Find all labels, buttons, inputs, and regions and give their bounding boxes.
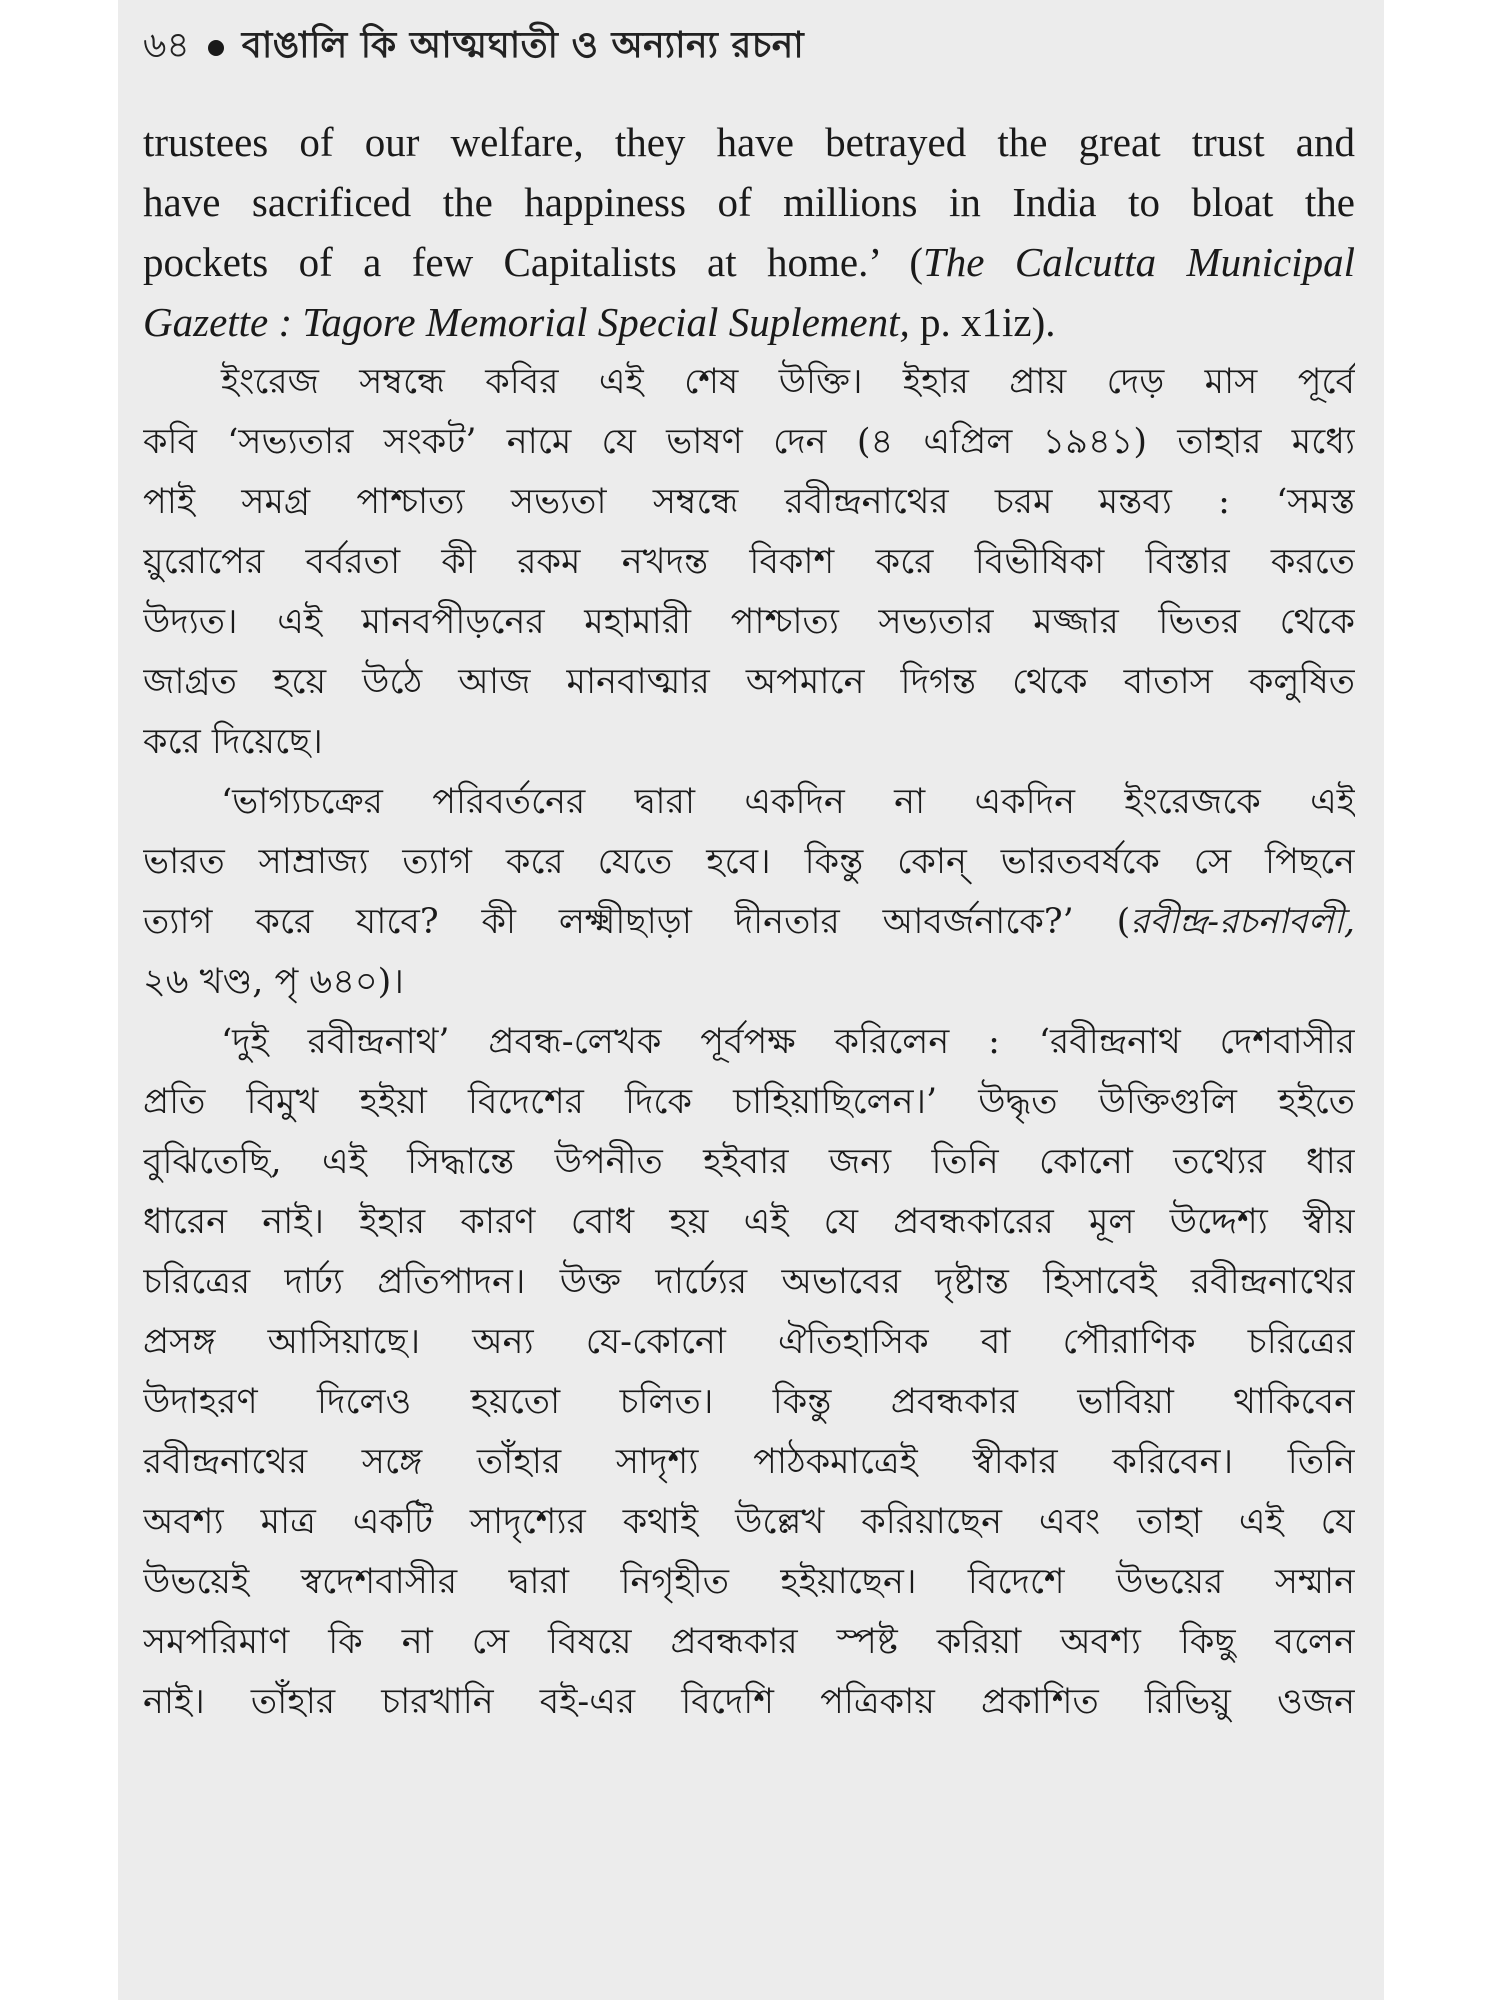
running-header bbox=[143, 20, 804, 76]
text-line bbox=[143, 652, 1355, 712]
text-line bbox=[143, 1432, 1355, 1492]
line-text: ভারত সাম্রাজ্য ত্যাগ করে যেতে হবে। কিন্তু কোন্ ভারতবর্ষকে সে পিছনে bbox=[143, 842, 1355, 882]
line-text: ‘ভাগ্যচক্রের পরিবর্তনের দ্বারা একদিন না একদিন ইংরেজকে এই bbox=[221, 782, 1355, 822]
line-text: উভয়েই স্বদেশবাসীর দ্বারা নিগৃহীত হইয়াছেন। বিদেশে উভয়ের সম্মান bbox=[143, 1562, 1355, 1602]
line-text: have sacrificed the happiness of millions in India to bloat the bbox=[143, 179, 1355, 225]
line-text: trustees of our welfare, they have betrayed the great trust and bbox=[143, 119, 1355, 165]
text-line bbox=[143, 1252, 1355, 1312]
text-line bbox=[143, 832, 1355, 892]
line-text: সমপরিমাণ কি না সে বিষয়ে প্রবন্ধকার স্পষ্ট করিয়া অবশ্য কিছু বলেন bbox=[143, 1622, 1355, 1662]
text-line bbox=[143, 292, 1355, 352]
line-text: করে দিয়েছে। bbox=[143, 722, 323, 762]
text-line bbox=[143, 1012, 1355, 1072]
italic-text: The Calcutta Municipal bbox=[923, 239, 1355, 285]
italic-text: Gazette : Tagore Memorial Special Suplement, bbox=[143, 299, 910, 345]
text-line bbox=[143, 1492, 1355, 1552]
line-text: চরিত্রের দার্ঢ্য প্রতিপাদন। উক্ত দার্ঢ্যের অভাবের দৃষ্টান্ত হিসাবেই রবীন্দ্রনাথের bbox=[143, 1262, 1355, 1302]
text-line bbox=[143, 1552, 1355, 1612]
line-text: প্রসঙ্গ আসিয়াছে। অন্য যে-কোনো ঐতিহাসিক বা পৌরাণিক চরিত্রের bbox=[143, 1322, 1355, 1362]
text-line bbox=[143, 1612, 1355, 1672]
book-title: বাঙালি কি আত্মঘাতী ও অন্যান্য রচনা bbox=[241, 24, 805, 66]
line-text: ত্যাগ করে যাবে? কী লক্ষ্মীছাড়া দীনতার আবর্জনাকে?’ ( bbox=[143, 902, 1131, 942]
text-line bbox=[143, 772, 1355, 832]
page-body bbox=[143, 112, 1355, 1732]
text-line bbox=[143, 952, 1355, 1012]
text-line bbox=[143, 892, 1355, 952]
page-number: ৬৪ bbox=[143, 25, 190, 66]
text-line bbox=[143, 1192, 1355, 1252]
text-line bbox=[143, 232, 1355, 292]
text-line bbox=[143, 1312, 1355, 1372]
text-line bbox=[143, 112, 1355, 172]
text-line bbox=[143, 712, 1355, 772]
line-text: প্রতি বিমুখ হইয়া বিদেশের দিকে চাহিয়াছিলেন।’ উদ্ধৃত উক্তিগুলি হইতে bbox=[143, 1082, 1355, 1122]
line-text: নাই। তাঁহার চারখানি বই-এর বিদেশি পত্রিকায় প্রকাশিত রিভিয়ু ওজন bbox=[143, 1682, 1355, 1722]
text-line bbox=[143, 352, 1355, 412]
line-text: উদ্যত। এই মানবপীড়নের মহামারী পাশ্চাত্য সভ্যতার মজ্জার ভিতর থেকে bbox=[143, 602, 1355, 642]
line-text: জাগ্রত হয়ে উঠে আজ মানবাত্মার অপমানে দিগন্ত থেকে বাতাস কলুষিত bbox=[143, 662, 1355, 702]
text-line bbox=[143, 1072, 1355, 1132]
bullet-icon bbox=[208, 40, 224, 56]
line-text: অবশ্য মাত্র একটি সাদৃশ্যের কথাই উল্লেখ করিয়াছেন এবং তাহা এই যে bbox=[143, 1502, 1355, 1542]
line-text: উদাহরণ দিলেও হয়তো চলিত। কিন্তু প্রবন্ধকার ভাবিয়া থাকিবেন bbox=[143, 1382, 1355, 1422]
line-text: বুঝিতেছি, এই সিদ্ধান্তে উপনীত হইবার জন্য তিনি কোনো তথ্যের ধার bbox=[143, 1142, 1355, 1182]
line-text: রবীন্দ্রনাথের সঙ্গে তাঁহার সাদৃশ্য পাঠকমাত্রেই স্বীকার করিবেন। তিনি bbox=[143, 1442, 1355, 1482]
line-text: p. x1iz). bbox=[909, 299, 1056, 345]
text-line bbox=[143, 1672, 1355, 1732]
line-text: য়ুরোপের বর্বরতা কী রকম নখদন্ত বিকাশ করে বিভীষিকা বিস্তার করতে bbox=[143, 542, 1355, 582]
text-line bbox=[143, 1372, 1355, 1432]
line-text: pockets of a few Capitalists at home.’ ( bbox=[143, 239, 923, 285]
text-line bbox=[143, 532, 1355, 592]
italic-text: রবীন্দ্র-রচনাবলী, bbox=[1130, 902, 1355, 942]
line-text: ধারেন নাই। ইহার কারণ বোধ হয় এই যে প্রবন্ধকারের মূল উদ্দেশ্য স্বীয় bbox=[143, 1202, 1355, 1242]
line-text: ইংরেজ সম্বন্ধে কবির এই শেষ উক্তি। ইহার প্রায় দেড় মাস পূর্বে bbox=[221, 362, 1355, 402]
text-line bbox=[143, 472, 1355, 532]
text-line bbox=[143, 1132, 1355, 1192]
text-line bbox=[143, 592, 1355, 652]
line-text: ২৬ খণ্ড, পৃ ৬৪০)। bbox=[143, 962, 404, 1002]
text-line bbox=[143, 172, 1355, 232]
line-text: কবি ‘সভ্যতার সংকট’ নামে যে ভাষণ দেন (৪ এপ্রিল ১৯৪১) তাহার মধ্যে bbox=[143, 422, 1355, 462]
line-text: ‘দুই রবীন্দ্রনাথ’ প্রবন্ধ-লেখক পূর্বপক্ষ করিলেন : ‘রবীন্দ্রনাথ দেশবাসীর bbox=[221, 1022, 1355, 1062]
text-line bbox=[143, 412, 1355, 472]
line-text: পাই সমগ্র পাশ্চাত্য সভ্যতা সম্বন্ধে রবীন্দ্রনাথের চরম মন্তব্য : ‘সমস্ত bbox=[143, 482, 1355, 522]
